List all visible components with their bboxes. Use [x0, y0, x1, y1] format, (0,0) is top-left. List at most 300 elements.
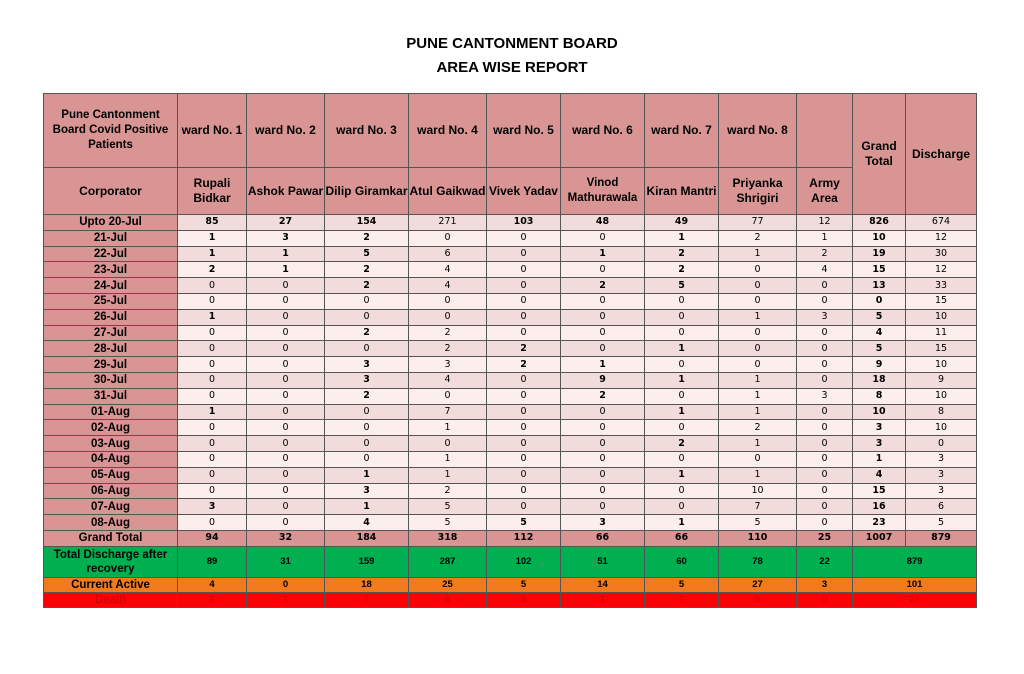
ward-value: 0 — [487, 325, 561, 341]
ward-value: 0 — [178, 341, 247, 357]
current-active-row-value: 27 — [719, 577, 797, 592]
ward-value: 48 — [561, 215, 645, 231]
ward-value: 0 — [325, 420, 409, 436]
ward-value: 0 — [797, 293, 853, 309]
ward-value: 5 — [409, 499, 487, 515]
ward-value: 2 — [409, 325, 487, 341]
ward-value: 0 — [719, 293, 797, 309]
ward-value: 2 — [487, 357, 561, 373]
ward-value: 0 — [561, 293, 645, 309]
row-grand-total: 4 — [853, 325, 906, 341]
total-discharge-row-value: 60 — [645, 546, 719, 577]
ward-header: ward No. 8 — [719, 94, 797, 168]
date-row — [44, 467, 977, 483]
death-row-value: 1 — [645, 592, 719, 607]
total-discharge-row — [44, 546, 977, 577]
row-grand-total: 4 — [853, 467, 906, 483]
ward-value: 0 — [645, 499, 719, 515]
row-discharge: 8 — [906, 404, 977, 420]
ward-value: 2 — [487, 341, 561, 357]
ward-value: 2 — [325, 230, 409, 246]
row-grand-total: 10 — [853, 404, 906, 420]
current-active-row-value: 18 — [325, 577, 409, 592]
row-discharge: 30 — [906, 246, 977, 262]
ward-value: 0 — [797, 372, 853, 388]
row-discharge: 10 — [906, 388, 977, 404]
total-discharge-row-value: 51 — [561, 546, 645, 577]
ward-value: 1 — [645, 372, 719, 388]
date-label: 02-Aug — [44, 420, 178, 436]
corporator-name: Dilip Giramkar — [325, 168, 409, 215]
corporator-name: Kiran Mantri — [645, 168, 719, 215]
discharge-header: Discharge — [906, 94, 977, 215]
ward-value: 0 — [487, 436, 561, 452]
ward-value: 77 — [719, 215, 797, 231]
ward-value: 2 — [178, 262, 247, 278]
ward-value: 0 — [247, 325, 325, 341]
ward-total: 66 — [561, 530, 645, 546]
ward-value: 0 — [645, 293, 719, 309]
report-subtitle: AREA WISE REPORT — [436, 59, 588, 76]
date-label: 26-Jul — [44, 309, 178, 325]
ward-value: 0 — [178, 467, 247, 483]
corporator-name: Priyanka Shrigiri — [719, 168, 797, 215]
ward-value: 12 — [797, 215, 853, 231]
death-row-value: 5 — [719, 592, 797, 607]
ward-value: 0 — [325, 341, 409, 357]
ward-total: 112 — [487, 530, 561, 546]
ward-value: 5 — [645, 278, 719, 294]
ward-value: 0 — [487, 293, 561, 309]
total-discharge-row-value: 89 — [178, 546, 247, 577]
ward-value: 4 — [797, 262, 853, 278]
row-discharge: 5 — [906, 515, 977, 531]
ward-value: 1 — [409, 467, 487, 483]
date-label: 22-Jul — [44, 246, 178, 262]
ward-value: 0 — [325, 309, 409, 325]
ward-value: 0 — [719, 451, 797, 467]
ward-value: 10 — [719, 483, 797, 499]
ward-header: ward No. 1 — [178, 94, 247, 168]
ward-value: 2 — [325, 325, 409, 341]
ward-total: 110 — [719, 530, 797, 546]
total-discharge-row-value: 78 — [719, 546, 797, 577]
date-row — [44, 278, 977, 294]
date-row — [44, 325, 977, 341]
ward-value: 1 — [719, 309, 797, 325]
current-active-row-value: 25 — [409, 577, 487, 592]
date-row — [44, 309, 977, 325]
row-discharge: 3 — [906, 467, 977, 483]
report-title: PUNE CANTONMENT BOARD — [406, 35, 618, 52]
row-discharge: 15 — [906, 293, 977, 309]
corporator-name: Atul Gaikwad — [409, 168, 487, 215]
ward-value: 3 — [325, 372, 409, 388]
ward-value: 0 — [487, 372, 561, 388]
ward-value: 0 — [797, 467, 853, 483]
ward-value: 5 — [487, 515, 561, 531]
total-discharge-row-value: 102 — [487, 546, 561, 577]
ward-header: ward No. 2 — [247, 94, 325, 168]
row-discharge: 33 — [906, 278, 977, 294]
ward-value: 0 — [247, 436, 325, 452]
total-discharge-row-value: 287 — [409, 546, 487, 577]
row-discharge: 11 — [906, 325, 977, 341]
ward-value: 0 — [247, 499, 325, 515]
ward-value: 1 — [247, 262, 325, 278]
date-row — [44, 341, 977, 357]
ward-value: 103 — [487, 215, 561, 231]
ward-value: 1 — [719, 372, 797, 388]
ward-value: 1 — [325, 499, 409, 515]
ward-value: 1 — [645, 230, 719, 246]
ward-value: 2 — [409, 341, 487, 357]
corporator-name: Vinod Mathurawala — [561, 168, 645, 215]
ward-value: 0 — [561, 483, 645, 499]
ward-value: 0 — [797, 341, 853, 357]
ward-value: 0 — [561, 420, 645, 436]
row-grand-total: 3 — [853, 436, 906, 452]
death-row-value: 1 — [178, 592, 247, 607]
ward-value: 0 — [247, 293, 325, 309]
ward-value: 0 — [178, 357, 247, 373]
total-discharge-row-value: 22 — [797, 546, 853, 577]
death-row-value: 0 — [797, 592, 853, 607]
ward-value: 27 — [247, 215, 325, 231]
ward-value: 0 — [247, 372, 325, 388]
ward-value: 0 — [178, 325, 247, 341]
ward-value: 0 — [719, 341, 797, 357]
ward-value: 0 — [409, 436, 487, 452]
ward-value: 2 — [325, 278, 409, 294]
ward-value: 0 — [178, 451, 247, 467]
ward-value: 0 — [797, 420, 853, 436]
ward-value: 0 — [487, 278, 561, 294]
date-label: 03-Aug — [44, 436, 178, 452]
corporator-name: Army Area — [797, 168, 853, 215]
ward-value: 0 — [487, 451, 561, 467]
ward-value: 0 — [645, 483, 719, 499]
ward-value: 0 — [487, 388, 561, 404]
ward-value: 1 — [178, 404, 247, 420]
current-active-row-value: 5 — [645, 577, 719, 592]
date-row — [44, 451, 977, 467]
date-label: 01-Aug — [44, 404, 178, 420]
current-active-row-value: 14 — [561, 577, 645, 592]
ward-value: 1 — [797, 230, 853, 246]
row-discharge: 3 — [906, 451, 977, 467]
ward-value: 0 — [487, 230, 561, 246]
ward-value: 0 — [487, 309, 561, 325]
date-label: 05-Aug — [44, 467, 178, 483]
ward-value: 7 — [409, 404, 487, 420]
row-discharge: 15 — [906, 341, 977, 357]
ward-value: 0 — [645, 451, 719, 467]
ward-value: 5 — [719, 515, 797, 531]
ward-value: 2 — [645, 246, 719, 262]
ward-value: 0 — [487, 262, 561, 278]
row-grand-total: 18 — [853, 372, 906, 388]
ward-total: 66 — [645, 530, 719, 546]
ward-value: 1 — [719, 404, 797, 420]
ward-value: 1 — [719, 436, 797, 452]
ward-value: 0 — [487, 499, 561, 515]
row-discharge: 10 — [906, 357, 977, 373]
date-row — [44, 388, 977, 404]
ward-value: 0 — [561, 262, 645, 278]
ward-value: 0 — [409, 293, 487, 309]
ward-value: 2 — [645, 436, 719, 452]
date-label: 27-Jul — [44, 325, 178, 341]
ward-value: 0 — [487, 467, 561, 483]
date-label: 21-Jul — [44, 230, 178, 246]
ward-value: 0 — [561, 467, 645, 483]
ward-value: 49 — [645, 215, 719, 231]
ward-header-row — [44, 94, 977, 168]
ward-value: 0 — [561, 451, 645, 467]
ward-value: 2 — [645, 262, 719, 278]
ward-value: 1 — [561, 357, 645, 373]
date-row — [44, 293, 977, 309]
ward-value: 0 — [645, 357, 719, 373]
grand-total-label: Grand Total — [44, 530, 178, 546]
date-label: 06-Aug — [44, 483, 178, 499]
ward-value: 1 — [719, 467, 797, 483]
ward-value: 0 — [247, 278, 325, 294]
ward-value: 0 — [247, 467, 325, 483]
ward-value: 2 — [409, 483, 487, 499]
ward-value: 0 — [797, 278, 853, 294]
ward-value: 0 — [797, 515, 853, 531]
total-discharge-row-total: 879 — [853, 546, 977, 577]
date-row — [44, 215, 977, 231]
ward-value: 1 — [561, 246, 645, 262]
ward-value: 0 — [247, 515, 325, 531]
date-row — [44, 357, 977, 373]
ward-value: 2 — [561, 278, 645, 294]
row-grand-total: 826 — [853, 215, 906, 231]
date-label: 25-Jul — [44, 293, 178, 309]
current-active-row-value: 0 — [247, 577, 325, 592]
ward-value: 1 — [409, 420, 487, 436]
ward-value: 2 — [325, 388, 409, 404]
current-active-row-label: Current Active — [44, 577, 178, 592]
date-row — [44, 483, 977, 499]
corporator-name: Rupali Bidkar — [178, 168, 247, 215]
date-label: 28-Jul — [44, 341, 178, 357]
ward-value: 4 — [325, 515, 409, 531]
ward-value: 0 — [561, 404, 645, 420]
ward-value: 1 — [325, 467, 409, 483]
row-grand-total: 23 — [853, 515, 906, 531]
corporator-header-row — [44, 168, 977, 215]
corporator-label: Corporator — [44, 168, 178, 215]
date-row — [44, 230, 977, 246]
date-label: 31-Jul — [44, 388, 178, 404]
ward-value: 271 — [409, 215, 487, 231]
ward-value: 0 — [561, 341, 645, 357]
ward-value: 0 — [247, 388, 325, 404]
date-row — [44, 420, 977, 436]
ward-value: 0 — [797, 325, 853, 341]
ward-header: ward No. 7 — [645, 94, 719, 168]
row-discharge: 10 — [906, 309, 977, 325]
row-grand-total: 5 — [853, 309, 906, 325]
ward-value: 3 — [325, 357, 409, 373]
death-row-value: 1 — [247, 592, 325, 607]
row-grand-total: 5 — [853, 341, 906, 357]
ward-value: 2 — [797, 246, 853, 262]
death-row — [44, 592, 977, 607]
ward-total: 94 — [178, 530, 247, 546]
overall-discharge: 879 — [906, 530, 977, 546]
row-discharge: 12 — [906, 230, 977, 246]
ward-value: 0 — [247, 451, 325, 467]
ward-value: 2 — [325, 262, 409, 278]
ward-value: 5 — [325, 246, 409, 262]
row-grand-total: 10 — [853, 230, 906, 246]
ward-value: 0 — [719, 278, 797, 294]
ward-value: 0 — [409, 388, 487, 404]
date-label: 07-Aug — [44, 499, 178, 515]
ward-value: 0 — [487, 246, 561, 262]
date-row — [44, 372, 977, 388]
row-grand-total: 3 — [853, 420, 906, 436]
ward-value: 0 — [719, 262, 797, 278]
ward-value: 1 — [645, 341, 719, 357]
ward-value: 0 — [561, 436, 645, 452]
ward-value: 0 — [797, 451, 853, 467]
death-row-value: 5 — [487, 592, 561, 607]
row-discharge: 12 — [906, 262, 977, 278]
ward-value: 0 — [325, 404, 409, 420]
ward-value: 0 — [247, 420, 325, 436]
ward-value: 2 — [561, 388, 645, 404]
ward-value: 0 — [797, 404, 853, 420]
ward-value: 0 — [247, 483, 325, 499]
ward-value: 3 — [325, 483, 409, 499]
ward-value: 1 — [178, 309, 247, 325]
ward-value: 0 — [409, 309, 487, 325]
ward-value: 1 — [719, 388, 797, 404]
ward-value: 5 — [409, 515, 487, 531]
death-row-value: 6 — [409, 592, 487, 607]
row-grand-total: 15 — [853, 262, 906, 278]
ward-value: 154 — [325, 215, 409, 231]
date-row — [44, 436, 977, 452]
ward-value: 7 — [719, 499, 797, 515]
ward-value: 0 — [561, 499, 645, 515]
ward-value: 3 — [797, 309, 853, 325]
ward-value: 4 — [409, 262, 487, 278]
ward-value: 1 — [409, 451, 487, 467]
row-discharge: 3 — [906, 483, 977, 499]
row-discharge: 674 — [906, 215, 977, 231]
ward-value: 0 — [178, 293, 247, 309]
ward-value: 0 — [247, 404, 325, 420]
ward-value: 0 — [561, 230, 645, 246]
grand-total-row — [44, 530, 977, 546]
row-grand-total: 16 — [853, 499, 906, 515]
row-grand-total: 19 — [853, 246, 906, 262]
ward-value: 0 — [797, 499, 853, 515]
ward-total: 318 — [409, 530, 487, 546]
ward-value: 3 — [561, 515, 645, 531]
ward-value: 2 — [719, 420, 797, 436]
current-active-row-value: 5 — [487, 577, 561, 592]
row-discharge: 9 — [906, 372, 977, 388]
row-discharge: 6 — [906, 499, 977, 515]
ward-value: 1 — [178, 246, 247, 262]
ward-value: 0 — [797, 357, 853, 373]
ward-value: 0 — [719, 325, 797, 341]
row-grand-total: 13 — [853, 278, 906, 294]
date-row — [44, 515, 977, 531]
ward-value: 0 — [325, 293, 409, 309]
corporator-name: Vivek Yadav — [487, 168, 561, 215]
ward-value: 3 — [409, 357, 487, 373]
overall-grand-total: 1007 — [853, 530, 906, 546]
ward-value: 0 — [178, 278, 247, 294]
death-row-total: 27 — [853, 592, 977, 607]
ward-value: 1 — [645, 515, 719, 531]
ward-value: 1 — [645, 467, 719, 483]
ward-header: ward No. 5 — [487, 94, 561, 168]
total-discharge-row-value: 159 — [325, 546, 409, 577]
date-row — [44, 262, 977, 278]
row-discharge: 10 — [906, 420, 977, 436]
date-label: 29-Jul — [44, 357, 178, 373]
ward-total: 32 — [247, 530, 325, 546]
current-active-row — [44, 577, 977, 592]
ward-value: 0 — [325, 451, 409, 467]
ward-value: 1 — [719, 246, 797, 262]
date-row — [44, 246, 977, 262]
ward-value: 0 — [409, 230, 487, 246]
date-label: 23-Jul — [44, 262, 178, 278]
date-label: 30-Jul — [44, 372, 178, 388]
ward-value: 0 — [645, 420, 719, 436]
ward-value: 0 — [645, 325, 719, 341]
death-row-value: 1 — [561, 592, 645, 607]
total-discharge-row-value: 31 — [247, 546, 325, 577]
row-grand-total: 1 — [853, 451, 906, 467]
ward-value: 1 — [645, 404, 719, 420]
date-label: 24-Jul — [44, 278, 178, 294]
corner-label: Pune Cantonment Board Covid Positive Patients — [44, 94, 178, 168]
ward-value: 85 — [178, 215, 247, 231]
row-grand-total: 15 — [853, 483, 906, 499]
ward-value: 0 — [178, 388, 247, 404]
ward-value: 9 — [561, 372, 645, 388]
ward-value: 0 — [487, 420, 561, 436]
ward-value: 0 — [247, 309, 325, 325]
current-active-row-value: 4 — [178, 577, 247, 592]
death-row-value: 7 — [325, 592, 409, 607]
ward-value: 4 — [409, 278, 487, 294]
ward-value: 0 — [797, 483, 853, 499]
grand-total-header: Grand Total — [853, 94, 906, 215]
total-discharge-row-label: Total Discharge after recovery — [44, 546, 178, 577]
area-wise-report-table — [43, 93, 977, 608]
ward-value: 3 — [247, 230, 325, 246]
ward-value: 0 — [247, 341, 325, 357]
ward-value: 0 — [797, 436, 853, 452]
row-discharge: 0 — [906, 436, 977, 452]
ward-value: 3 — [178, 499, 247, 515]
ward-value: 0 — [487, 404, 561, 420]
ward-value: 0 — [178, 436, 247, 452]
